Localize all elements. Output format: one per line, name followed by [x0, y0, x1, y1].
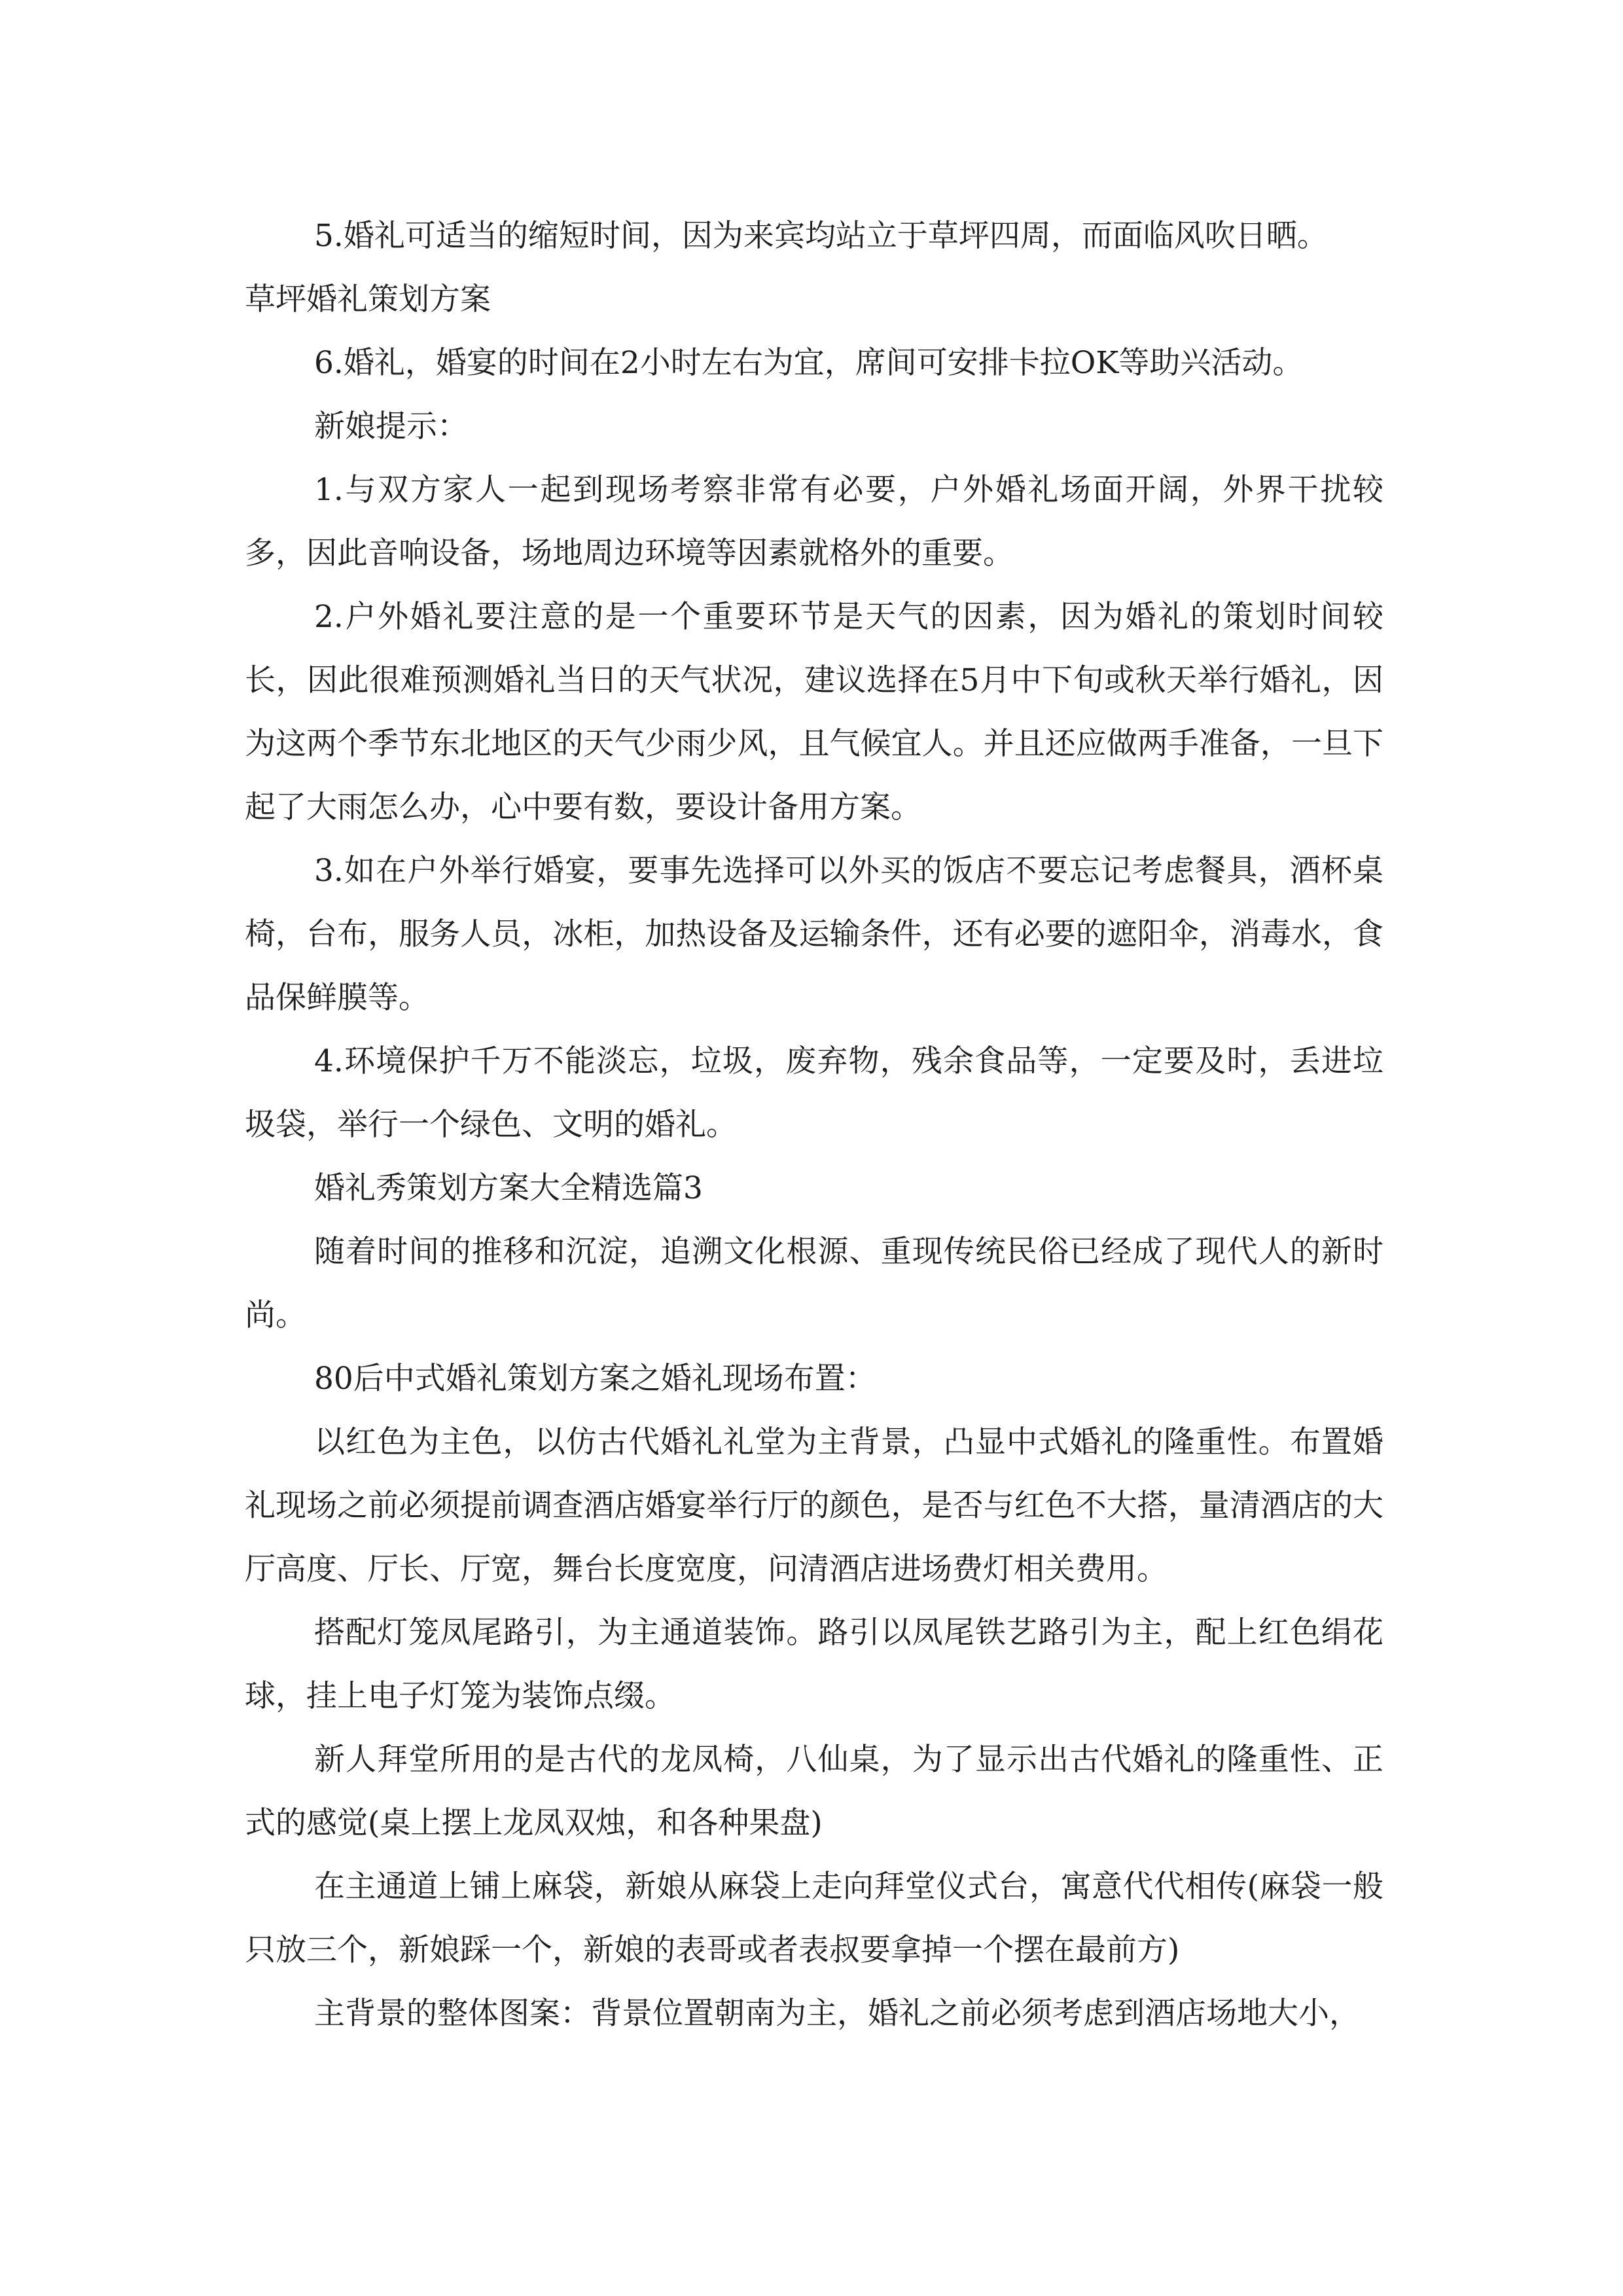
paragraph-main-backdrop: 主背景的整体图案：背景位置朝南为主，婚礼之前必须考虑到酒店场地大小， [314, 1996, 1360, 2032]
paragraph-lawn-wedding-title: 草坪婚礼策划方案 [245, 281, 491, 317]
paragraph-tip-1: 1.与双方家人一起到现场考察非常有必要，户外婚礼场面开阔，外界干扰较多，因此音响设备，场地周边环境等因素就格外的重要。 [245, 472, 1383, 571]
paragraph-item-5: 5.婚礼可适当的缩短时间，因为来宾均站立于草坪四周，而面临风吹日晒。 [314, 218, 1328, 254]
document-body [245, 204, 1383, 2045]
paragraph-intro: 随着时间的推移和沉淀，追溯文化根源、重现传统民俗已经成了现代人的新时尚。 [245, 1234, 1383, 1333]
paragraph-sacks-aisle: 在主通道上铺上麻袋，新娘从麻袋上走向拜堂仪式台，寓意代代相传(麻袋一般只放三个，新娘踩一个，新娘的表哥或者表叔要拿掉一个摆在最前方) [245, 1869, 1383, 1968]
paragraph-layout-red-theme: 以红色为主色，以仿古代婚礼礼堂为主背景，凸显中式婚礼的隆重性。布置婚礼现场之前必须提前调查酒店婚宴举行厅的颜色，是否与红色不大搭，量清酒店的大厅高度、厅长、厅宽，舞台长度宽度，问清酒店进场费灯相关费用。 [245, 1424, 1383, 1587]
paragraph-dragon-phoenix-chairs: 新人拜堂所用的是古代的龙凤椅，八仙桌，为了显示出古代婚礼的隆重性、正式的感觉(桌上摆上龙凤双烛，和各种果盘) [245, 1742, 1383, 1841]
paragraph-lantern-aisle: 搭配灯笼凤尾路引，为主通道装饰。路引以凤尾铁艺路引为主，配上红色绢花球，挂上电子灯笼为装饰点缀。 [245, 1615, 1383, 1714]
paragraph-item-6: 6.婚礼，婚宴的时间在2小时左右为宜，席间可安排卡拉OK等助兴活动。 [314, 345, 1304, 381]
paragraph-tip-4: 4.环境保护千万不能淡忘，垃圾，废弃物，残余食品等，一定要及时，丢进垃圾袋，举行一个绿色、文明的婚礼。 [245, 1043, 1383, 1143]
section-heading-part-3: 婚礼秀策划方案大全精选篇3 [314, 1170, 703, 1206]
paragraph-tip-2: 2.户外婚礼要注意的是一个重要环节是天气的因素，因为婚礼的策划时间较长，因此很难预测婚礼当日的天气状况，建议选择在5月中下旬或秋天举行婚礼，因为这两个季节东北地区的天气少雨少风，且气候宜人。并且还应做两手准备，一旦下起了大雨怎么办，心中要有数，要设计备用方案。 [245, 599, 1383, 825]
paragraph-tip-3: 3.如在户外举行婚宴，要事先选择可以外买的饭店不要忘记考虑餐具，酒杯桌椅，台布，服务人员，冰柜，加热设备及运输条件，还有必要的遮阳伞，消毒水，食品保鲜膜等。 [245, 853, 1383, 1016]
paragraph-layout-heading: 80后中式婚礼策划方案之婚礼现场布置： [314, 1361, 876, 1397]
paragraph-bride-tips-heading: 新娘提示： [314, 408, 468, 444]
